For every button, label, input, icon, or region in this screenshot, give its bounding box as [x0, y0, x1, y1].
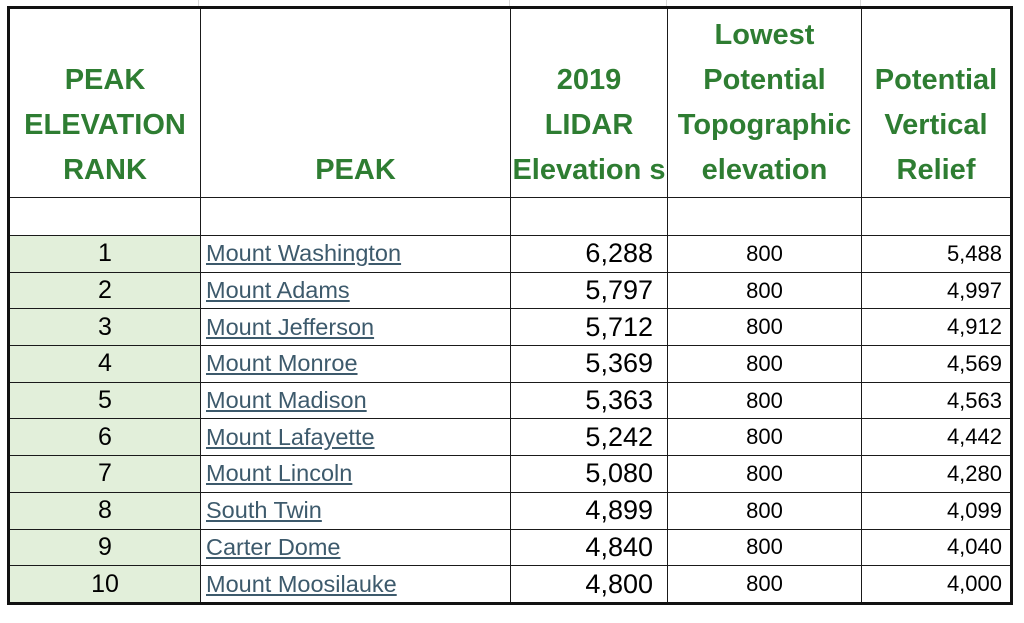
peak-link[interactable]: Mount Adams — [206, 277, 350, 304]
peaks-table — [7, 6, 1013, 605]
rank-cell[interactable]: 5 — [9, 382, 201, 419]
peak-cell[interactable] — [201, 492, 511, 529]
table-row — [9, 309, 1012, 346]
relief-cell[interactable]: 4,563 — [862, 382, 1012, 419]
relief-cell[interactable]: 4,000 — [862, 566, 1012, 604]
peak-cell[interactable] — [201, 456, 511, 493]
rank-cell[interactable]: 6 — [9, 419, 201, 456]
relief-cell[interactable]: 5,488 — [862, 236, 1012, 273]
header-peak[interactable]: PEAK — [201, 8, 511, 198]
elevation-cell[interactable]: 5,797 — [511, 272, 668, 309]
lowest-elevation-cell[interactable]: 800 — [668, 272, 862, 309]
table-row — [9, 382, 1012, 419]
peak-link[interactable]: Carter Dome — [206, 533, 341, 560]
relief-cell[interactable]: 4,569 — [862, 346, 1012, 383]
elevation-cell[interactable]: 4,800 — [511, 566, 668, 604]
peak-link[interactable]: Mount Lincoln — [206, 460, 353, 487]
table-row — [9, 419, 1012, 456]
header-row — [9, 8, 1012, 198]
rank-cell[interactable]: 3 — [9, 309, 201, 346]
relief-cell[interactable]: 4,997 — [862, 272, 1012, 309]
lowest-elevation-cell[interactable]: 800 — [668, 566, 862, 604]
peak-cell[interactable] — [201, 309, 511, 346]
table-row — [9, 566, 1012, 604]
table-row — [9, 529, 1012, 566]
peak-link[interactable]: South Twin — [206, 497, 322, 524]
peak-cell[interactable] — [201, 529, 511, 566]
header-rank[interactable]: PEAK ELEVATION RANK — [9, 8, 201, 198]
peak-cell[interactable] — [201, 346, 511, 383]
empty-cell[interactable] — [668, 198, 862, 236]
lowest-elevation-cell[interactable]: 800 — [668, 346, 862, 383]
rank-cell[interactable]: 7 — [9, 456, 201, 493]
peak-link[interactable]: Mount Jefferson — [206, 313, 375, 340]
lowest-elevation-cell[interactable]: 800 — [668, 309, 862, 346]
rank-cell[interactable]: 2 — [9, 272, 201, 309]
elevation-cell[interactable]: 4,899 — [511, 492, 668, 529]
peak-link[interactable]: Mount Washington — [206, 240, 402, 267]
peak-cell[interactable] — [201, 419, 511, 456]
peak-cell[interactable] — [201, 382, 511, 419]
relief-cell[interactable]: 4,280 — [862, 456, 1012, 493]
peak-cell[interactable] — [201, 566, 511, 604]
header-vertical-relief[interactable]: Potential Vertical Relief — [862, 8, 1012, 198]
empty-cell[interactable] — [862, 198, 1012, 236]
empty-cell[interactable] — [9, 198, 201, 236]
empty-cell[interactable] — [511, 198, 668, 236]
elevation-cell[interactable]: 4,840 — [511, 529, 668, 566]
lowest-elevation-cell[interactable]: 800 — [668, 492, 862, 529]
rank-cell[interactable]: 10 — [9, 566, 201, 604]
header-lidar-elevation[interactable]: 2019 LIDAR Elevation s — [511, 8, 668, 198]
table-row — [9, 456, 1012, 493]
peak-link[interactable]: Mount Moosilauke — [206, 570, 397, 597]
peak-cell[interactable] — [201, 236, 511, 273]
table-row — [9, 346, 1012, 383]
rank-cell[interactable]: 4 — [9, 346, 201, 383]
elevation-cell[interactable]: 5,080 — [511, 456, 668, 493]
rank-cell[interactable]: 8 — [9, 492, 201, 529]
peak-link[interactable]: Mount Lafayette — [206, 423, 375, 450]
relief-cell[interactable]: 4,099 — [862, 492, 1012, 529]
table-row — [9, 492, 1012, 529]
lowest-elevation-cell[interactable]: 800 — [668, 236, 862, 273]
rank-cell[interactable]: 9 — [9, 529, 201, 566]
peak-cell[interactable] — [201, 272, 511, 309]
lowest-elevation-cell[interactable]: 800 — [668, 529, 862, 566]
elevation-cell[interactable]: 5,369 — [511, 346, 668, 383]
lowest-elevation-cell[interactable]: 800 — [668, 382, 862, 419]
elevation-cell[interactable]: 5,242 — [511, 419, 668, 456]
lowest-elevation-cell[interactable]: 800 — [668, 419, 862, 456]
table-row — [9, 236, 1012, 273]
empty-cell[interactable] — [201, 198, 511, 236]
peak-link[interactable]: Mount Madison — [206, 387, 367, 414]
lowest-elevation-cell[interactable]: 800 — [668, 456, 862, 493]
relief-cell[interactable]: 4,040 — [862, 529, 1012, 566]
elevation-cell[interactable]: 5,363 — [511, 382, 668, 419]
header-lowest-elevation[interactable]: Lowest Potential Topographic elevation — [668, 8, 862, 198]
table-row — [9, 272, 1012, 309]
rank-cell[interactable]: 1 — [9, 236, 201, 273]
relief-cell[interactable]: 4,442 — [862, 419, 1012, 456]
elevation-cell[interactable]: 6,288 — [511, 236, 668, 273]
peak-link[interactable]: Mount Monroe — [206, 350, 358, 377]
elevation-cell[interactable]: 5,712 — [511, 309, 668, 346]
relief-cell[interactable]: 4,912 — [862, 309, 1012, 346]
empty-row — [9, 198, 1012, 236]
